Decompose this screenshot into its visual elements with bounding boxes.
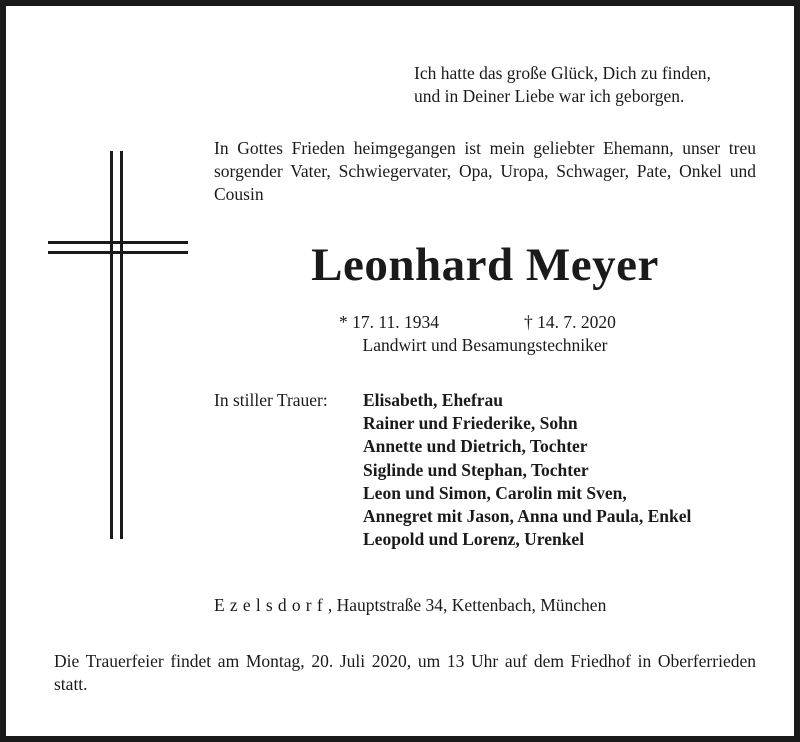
town-name: Ezelsdorf [214,595,328,615]
address-line [214,594,606,617]
deceased-name: Leonhard Meyer [311,239,659,291]
mourner-line: Elisabeth, Ehefrau [363,390,504,410]
profession: Landwirt und Besamungstechniker [362,335,608,355]
motto-line: und in Deiner Liebe war ich geborgen. [414,86,685,106]
funeral-notice: Die Trauerfeier findet am Montag, 20. Juli 2020, um 13 Uhr auf dem Friedhof in Oberferrieden statt. [54,651,756,694]
mourner-line: Annegret mit Jason, Anna und Paula, Enkel [363,506,692,527]
death-date: † 14. 7. 2020 [524,312,616,332]
birth-date: * 17. 11. 1934 [339,312,439,332]
address-rest: , Hauptstraße 34, Kettenbach, München [327,595,607,615]
mourning-label: In stiller Trauer: [214,390,328,410]
motto-line: Ich hatte das große Glück, Dich zu finden, [414,63,711,83]
intro-text: In Gottes Frieden heimgegangen ist mein geliebter Ehemann, unser treu sorgender Vater, Schwiegervater, Opa, Uropa, Schwager, Pate, Onkel und Cousin [214,138,756,204]
mourner-line: Leopold und Lorenz, Urenkel [363,529,585,550]
mourner-line: Rainer und Friederike, Sohn [363,413,578,434]
mourner-line: Leon und Simon, Carolin mit Sven, [363,482,627,503]
mourner-line: Siglinde und Stephan, Tochter [363,459,589,480]
motto [414,62,774,108]
mourners-list [363,389,691,551]
mourner-line: Annette und Dietrich, Tochter [363,436,588,457]
cross-icon [48,151,188,539]
